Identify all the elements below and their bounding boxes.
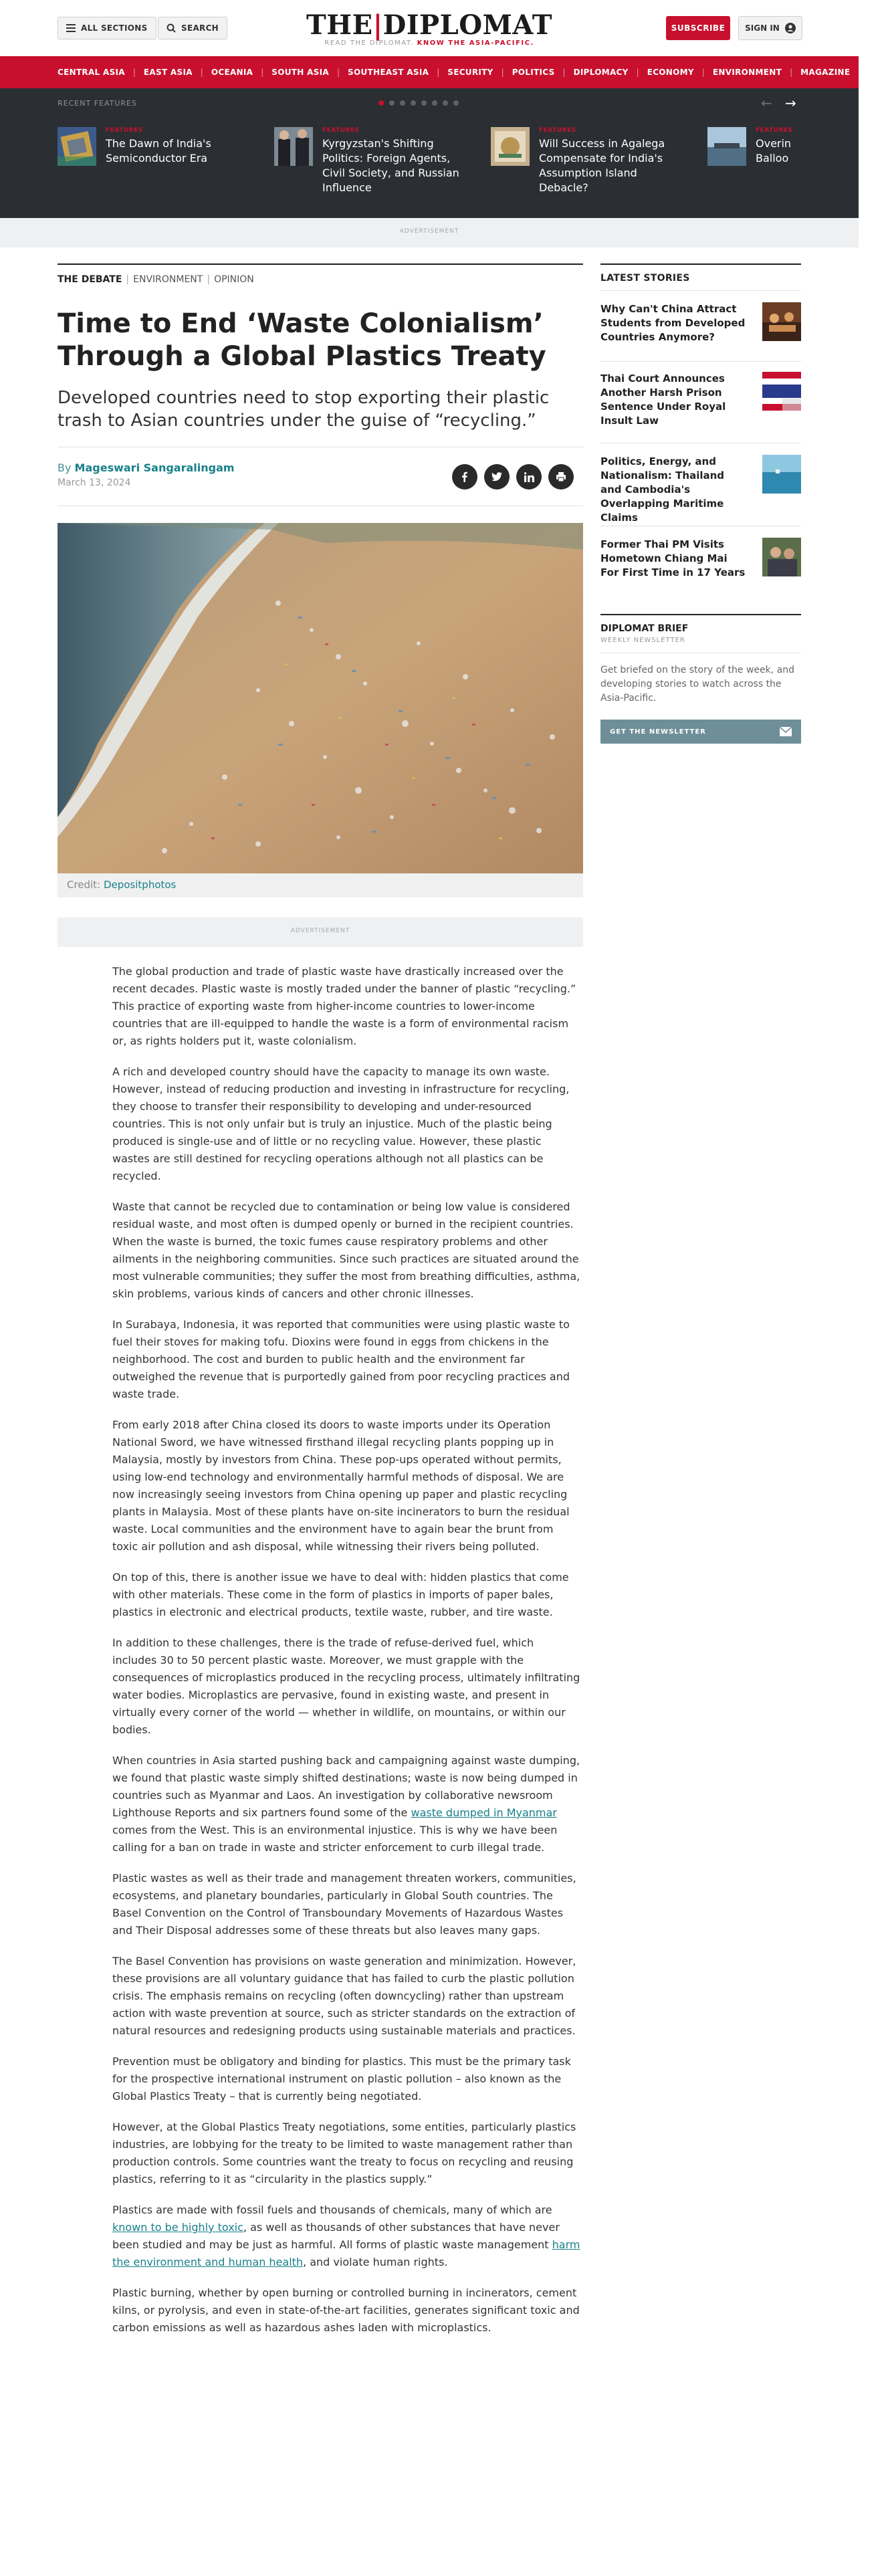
paragraph-text: comes from the West. This is an environmental injustice. This is why we have been calling for a ban on trade in waste and stricter enforcement to curb illegal trade.: [112, 1824, 558, 1854]
feature-card[interactable]: [58, 127, 246, 166]
nav-all[interactable]: ALL: [869, 68, 886, 77]
search-label: SEARCH: [181, 23, 219, 33]
user-icon: [785, 23, 796, 33]
paragraph-text: , and violate human rights.: [303, 2256, 448, 2268]
feature-title: Kyrgyzstan's Shifting Politics: Foreign Agents, Civil Society, and Russian Influence: [322, 137, 459, 194]
image-credit: [58, 873, 583, 897]
feature-thumbnail: [707, 127, 746, 166]
article-subtitle: Developed countries need to stop exporting their plastic trash to Asian countries under the guise of “recycling.”: [58, 388, 550, 431]
logo-word-diplomat: DIPLOMAT: [382, 9, 552, 41]
nav-separator: |: [132, 68, 136, 77]
nav-politics[interactable]: POLITICS: [512, 68, 555, 77]
logo-word-the: THE: [306, 9, 373, 41]
feature-thumbnail: [491, 127, 530, 166]
nav-magazine[interactable]: MAGAZINE: [800, 68, 851, 77]
latest-story-title[interactable]: Why Can't China Attract Students from Developed Countries Anymore?: [600, 303, 746, 343]
share-facebook-button[interactable]: [452, 464, 477, 490]
nav-east-asia[interactable]: EAST ASIA: [143, 68, 193, 77]
site-header: [0, 0, 859, 56]
tagline-strong: KNOW THE ASIA-PACIFIC.: [417, 39, 534, 47]
diplomat-brief-heading: DIPLOMAT BRIEF: [600, 623, 689, 634]
latest-story-title[interactable]: Former Thai PM Visits Hometown Chiang Mai For First Time in 17 Years: [600, 538, 746, 578]
carousel-dot[interactable]: [443, 100, 448, 106]
article-kicker: [58, 274, 254, 285]
kicker-tag-opinion[interactable]: OPINION: [214, 274, 254, 285]
logo-divider: |: [372, 9, 383, 41]
nav-separator: |: [790, 68, 793, 77]
carousel-dot[interactable]: [378, 100, 384, 106]
nav-economy[interactable]: ECONOMY: [647, 68, 694, 77]
article-paragraph: In addition to these challenges, there is the trade of refuse-derived fuel, which includes 30 to 50 percent plastic waste. Moreover, we must grapple with the consequences of microplastics produced in the recycling process, ultimately infiltrating water bodies. Microplastics are pervasive, found in existing waste, and present in virtually every corner of the world — whether in wildlife, on mountains, or within our bodies.: [112, 1636, 580, 1736]
carousel-dots: [378, 100, 459, 106]
nav-diplomacy[interactable]: DIPLOMACY: [573, 68, 629, 77]
kicker-section[interactable]: THE DEBATE: [58, 274, 122, 285]
article-paragraph: However, at the Global Plastics Treaty negotiations, some entities, particularly plastics industries, are lobbying for the treaty to be limited to waste management rather than production controls. Some countries want the treaty to focus on recycling and reusing plastics, referring to it as “circularity in the plastics supply.”: [112, 2121, 576, 2185]
main-nav: [0, 56, 886, 88]
article-title: Time to End ‘Waste Colonialism’ Through a Global Plastics Treaty: [58, 308, 546, 372]
feature-category: FEATURES: [756, 127, 793, 134]
divider: [600, 290, 801, 291]
share-linkedin-button[interactable]: [516, 464, 542, 490]
all-sections-label: ALL SECTIONS: [81, 23, 148, 33]
tagline-prefix: READ THE DIPLOMAT.: [324, 39, 414, 47]
linkedin-icon: [524, 472, 534, 482]
article-paragraph: Plastic burning, whether by open burning or controlled burning in incinerators, cement kilns, or pyrolysis, and even in state-of-the-art facilities, generates significant toxic and carbon emissions as well as hazardous ashes laden with microplastics.: [112, 2286, 580, 2334]
kicker-tag-environment[interactable]: ENVIRONMENT: [133, 274, 203, 285]
divider: [600, 361, 801, 362]
byline-by: By: [58, 461, 72, 474]
carousel-next-icon[interactable]: →: [785, 95, 796, 111]
credit-label: Credit:: [67, 879, 101, 891]
advertisement-label: ADVERTISEMENT: [290, 928, 350, 934]
article-paragraph: [112, 1752, 580, 1856]
byline: [58, 461, 235, 474]
latest-story-thumbnail: [762, 455, 801, 494]
subscribe-button[interactable]: SUBSCRIBE: [666, 16, 730, 40]
feature-category: FEATURES: [106, 127, 143, 134]
waste-dumped-myanmar-link[interactable]: waste dumped in Myanmar: [411, 1806, 557, 1819]
nav-south-asia[interactable]: SOUTH ASIA: [271, 68, 329, 77]
advertisement-label: ADVERTISEMENT: [399, 228, 459, 235]
article-paragraph: On top of this, there is another issue we have to deal with: hidden plastics that come with other materials. These come in the form of plastics in imports of paper bales, plastics in electronic and electrical products, textile waste, rubber, and tire waste.: [112, 1571, 569, 1618]
feature-card[interactable]: [707, 127, 856, 166]
diplomat-brief-subheading: WEEKLY NEWSLETTER: [600, 637, 685, 644]
carousel-dot[interactable]: [432, 100, 437, 106]
nav-separator: |: [200, 68, 203, 77]
article-paragraph: [112, 2202, 580, 2271]
article-paragraph: From early 2018 after China closed its doors to waste imports under its Operation National Sword, we have witnessed firsthand illegal recycling plants popping up in Malaysia, mostly by investors from China. These pop-ups operated without permits, using low-end technology and environmentally harmful methods of disposal. We are now increasingly seeing investors from China opening up paper and plastic recycling plants in Malaysia. Most of these plants have on-site incinerators to burn the residual waste. Local communities and the environment have to again bear the brunt from toxic air pollution and ash disposal, while witnessing their rivers being polluted.: [112, 1418, 570, 1553]
nav-southeast-asia[interactable]: SOUTHEAST ASIA: [348, 68, 429, 77]
author-link[interactable]: Mageswari Sangaralingam: [74, 461, 235, 474]
feature-thumbnail: [58, 127, 96, 166]
article-paragraph: In Surabaya, Indonesia, it was reported that communities were using plastic waste to fuel their stoves for making tofu. Dioxins were found in eggs from chickens in the neighborhood. The cost and burden to public health and the environment far outweighed the revenue that is purportedly gained from poor recycling practices and waste trade.: [112, 1318, 570, 1400]
nav-separator: |: [636, 68, 639, 77]
latest-story-title[interactable]: Politics, Energy, and Nationalism: Thailand and Cambodia's Overlapping Maritime Claims: [600, 455, 725, 524]
feature-card[interactable]: [491, 127, 679, 195]
nav-oceania[interactable]: OCEANIA: [211, 68, 253, 77]
nav-separator: |: [701, 68, 705, 77]
latest-story-item[interactable]: [600, 302, 801, 344]
paragraph-text: , as well as thousands of other substances that have never been studied and may be just as harmful. All forms of plastic waste management: [112, 2221, 560, 2251]
nav-security[interactable]: SECURITY: [447, 68, 493, 77]
latest-story-thumbnail: [762, 372, 801, 411]
feature-title: Overin Balloo: [756, 137, 792, 165]
hero-image-beach-plastic-waste: [58, 523, 583, 873]
carousel-dot[interactable]: [421, 100, 427, 106]
nav-separator: |: [437, 68, 440, 77]
nav-separator: |: [562, 68, 566, 77]
highly-toxic-link[interactable]: known to be highly toxic: [112, 2221, 243, 2234]
feature-title: Will Success in Agalega Compensate for India's Assumption Island Debacle?: [539, 137, 665, 194]
feature-category: FEATURES: [539, 127, 576, 134]
latest-story-item[interactable]: [600, 455, 801, 525]
latest-story-item[interactable]: [600, 372, 801, 428]
nav-separator: |: [336, 68, 340, 77]
get-newsletter-label: GET THE NEWSLETTER: [610, 728, 706, 736]
nav-environment[interactable]: ENVIRONMENT: [712, 68, 782, 77]
article-paragraph: The global production and trade of plastic waste have drastically increased over the recent decades. Plastic waste is mostly traded under the banner of plastic “recycling.” This practice of exporting waste from higher-income countries to lower-income countries that are ill-equipped to handle the waste is a form of environmental racism or, as rights holders put it, waste colonialism.: [112, 965, 576, 1047]
feature-title: The Dawn of India's Semiconductor Era: [106, 137, 211, 165]
latest-stories-heading: LATEST STORIES: [600, 273, 690, 284]
nav-central-asia[interactable]: CENTRAL ASIA: [58, 68, 125, 77]
twitter-icon: [491, 472, 502, 481]
carousel-prev-icon[interactable]: ←: [761, 95, 772, 111]
feature-thumbnail: [274, 127, 313, 166]
article-body: [112, 963, 580, 2350]
article-paragraph: A rich and developed country should have the capacity to manage its own waste. However, instead of reducing production and investing in infrastructure for recycling, they choose to transfer their responsibility to developing and under-resourced countries. This is not only unfair but is truly an injustice. Much of the plastic being produced is single-use and of little or no recycling value. However, these plastic wastes are still destined for recycling operations although not all plastics can be recycled.: [112, 1065, 570, 1182]
carousel-dot[interactable]: [400, 100, 405, 106]
paragraph-text: When countries in Asia started pushing back and campaigning against waste dumping, we found that plastic waste simply shifted destinations; waste is now being dumped in countries such as Myanmar and Laos. An investigation by collaborative newsroom Lighthouse Reports and six partners found some of the: [112, 1754, 580, 1819]
diplomat-brief-description: Get briefed on the story of the week, and developing stories to watch across the Asia-Pacific.: [600, 665, 794, 704]
print-icon: [556, 471, 566, 482]
article-paragraph: Prevention must be obligatory and binding for plastics. This must be the primary task for the prospective international instrument on plastic pollution – also known as the Global Plastics Treaty – that is currently being negotiated.: [112, 2055, 571, 2103]
latest-story-title[interactable]: Thai Court Announces Another Harsh Prison Sentence Under Royal Insult Law: [600, 372, 726, 427]
feature-card[interactable]: [274, 127, 463, 195]
facebook-icon: [459, 471, 470, 482]
credit-source-link[interactable]: Depositphotos: [103, 879, 177, 891]
sign-in-label: SIGN IN: [745, 23, 780, 33]
article-paragraph: Plastic wastes as well as their trade and management threaten workers, communities, ecosystems, and planetary boundaries, particularly in Global South countries. The Basel Convention on the Control of Transboundary Movements of Hazardous Wastes and Their Disposal addresses some of these threats but also leaves many gaps.: [112, 1872, 576, 1937]
nav-separator: |: [261, 68, 264, 77]
sidebar-top-rule: [600, 263, 801, 265]
get-newsletter-button[interactable]: [600, 720, 801, 744]
print-button[interactable]: [548, 464, 574, 490]
paragraph-text: Plastics are made with fossil fuels and thousands of chemicals, many of which are: [112, 2204, 552, 2216]
carousel-dot[interactable]: [453, 100, 459, 106]
carousel-dot[interactable]: [389, 100, 395, 106]
kicker-divider: |: [207, 274, 211, 285]
share-twitter-button[interactable]: [484, 464, 510, 490]
carousel-dot[interactable]: [411, 100, 416, 106]
latest-story-thumbnail: [762, 302, 801, 341]
publish-date: March 13, 2024: [58, 477, 131, 488]
recent-features-label: RECENT FEATURES: [58, 99, 137, 108]
envelope-icon: [780, 727, 792, 736]
sign-in-button[interactable]: [738, 16, 802, 40]
nav-separator: |: [858, 68, 861, 77]
harm-environment-link[interactable]: harm the environment and human health: [112, 2238, 580, 2268]
brief-top-rule: [600, 614, 801, 615]
nav-separator: |: [501, 68, 504, 77]
latest-story-item[interactable]: [600, 538, 801, 580]
latest-story-thumbnail: [762, 538, 801, 576]
article-top-rule: [58, 263, 583, 265]
kicker-divider: |: [126, 274, 130, 285]
feature-category: FEATURES: [322, 127, 360, 134]
article-paragraph: Waste that cannot be recycled due to contamination or being low value is considered residual waste, and most often is dumped openly or burned in the recipient countries. When the waste is burned, the toxic fumes cause respiratory problems and other ailments in the neighboring communities. Since such practices are situated around the most vulnerable communities; they suffer the most from breathing difficulties, asthma, skin problems, various kinds of cancers and other chronic illnesses.: [112, 1200, 580, 1300]
article-paragraph: The Basel Convention has provisions on waste generation and minimization. However, these provisions are all voluntary guidance that has failed to curb the plastic pollution crisis. The emphasis remains on recycling (often downcycling) rather than upstream action with waste prevention at source, such as stricter standards on the extraction of natural resources and redesigning products using sustainable materials and practices.: [112, 1955, 576, 2037]
